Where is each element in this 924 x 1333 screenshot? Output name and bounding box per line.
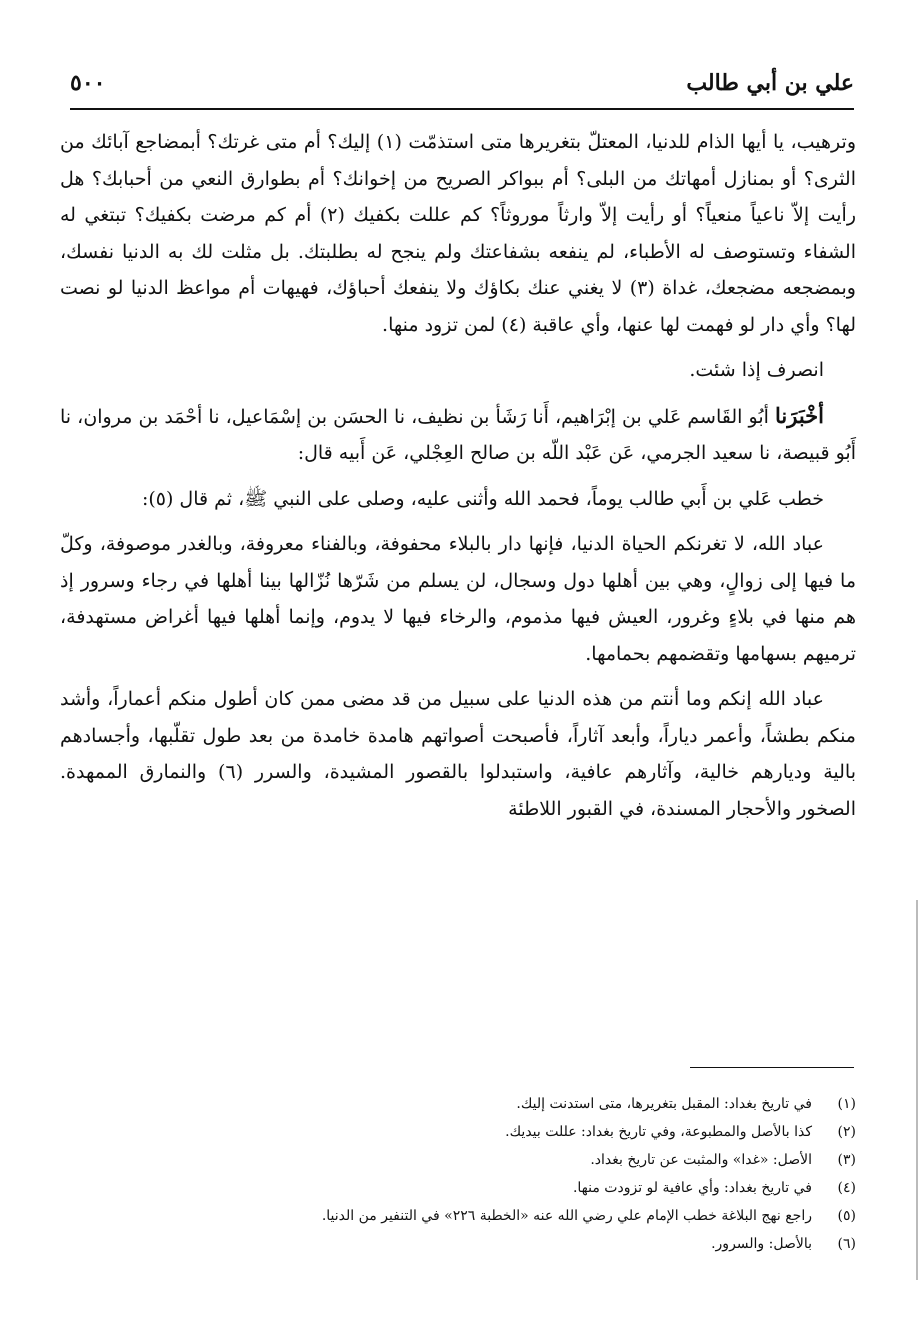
scan-edge-shadow — [916, 900, 918, 1280]
isnad-chain: أبُو القَاسم عَلي بن إبْرَاهيم، أَنا رَشَأ بن نظيف، نا الحسَن بن إسْمَاعيل، نا أحْمَد بن مروان، نا أَبُو قبيصة، نا سعيد الجرمي، عَن عَبْد اللّه بن صالح العِجْلي، عَن أَبيه قال: — [60, 405, 856, 464]
paragraph-isnad — [60, 398, 856, 472]
footnote — [150, 1174, 856, 1202]
running-title: علي بن أبي طالب — [686, 70, 854, 96]
paragraph-sermon-2: عباد الله إنكم وما أنتم من هذه الدنيا على سبيل من قد مضى ممن كان أطول منكم أعماراً، وأشد منكم بطشاً، وأعمر دياراً، وأبعد آثاراً، فأصبحت أصواتهم هامدة خامدة من بعد طول تقلّبها، وأجسادهم بالية وديارهم خالية، وآثارهم عافية، واستبدلوا بالقصور المشيدة، والسرر (٦) والنمارق الممهدة. الصخور والأحجار المسندة، في القبور اللاطئة — [60, 688, 857, 820]
footnote — [150, 1202, 856, 1230]
footnote — [150, 1118, 856, 1146]
footnotes — [150, 1090, 856, 1258]
footnote-number: (١) — [837, 1096, 856, 1112]
paragraph-intro: خطب عَلي بن أَبي طالب يوماً، فحمد الله وأثنى عليه، وصلى على النبي ﷺ، ثم قال (٥): — [141, 487, 824, 510]
footnote-text: كذا بالأصل والمطبوعة، وفي تاريخ بغداد: عللت بيديك. — [505, 1124, 812, 1140]
paragraph-continuation: وترهيب، يا أيها الذام للدنيا، المعتلّ بتغريرها متى استذمّت (١) إليك؟ أم متى غرتك؟ أبمضاجع آبائك من الثرى؟ أو بمنازل أمهاتك من البلى؟ أم ببواكر الصريح من إخوانك؟ أم بطوارق النعي من أحبابك؟ هل رأيت إلاّ ناعياً منعياً؟ أو رأيت إلاّ وارثاً موروثاً؟ كم عللت بكفيك (٢) أم كم مرضت بكفيك؟ تبتغي له الشفاء وتستوصف له الأطباء، لم ينفعه بشفاعتك ولم ينجح له بطلبتك. بل مثلت لك به الدنيا نفسك، وبمضجعه مضجعك، غداة (٣) لا يغني عنك بكاؤك ولا ينفعك أحباؤك، فهيهات أم مواعظ الدنيا لو نصت لها؟ وأي دار لو فهمت لها عنها، وأي عاقبة (٤) لمن تزود منها. — [60, 131, 857, 336]
footnote-number: (٣) — [837, 1152, 856, 1168]
paragraph-sermon-1: عباد الله، لا تغرنكم الحياة الدنيا، فإنها دار بالبلاء محفوفة، وبالفناء معروفة، وبالغدر موصوفة، وكلّ ما فيها إلى زوالٍ، وهي بين أهلها دول وسجال، لن يسلم من شَرّها نُزّالها بينا أهلها في رجاء وسرور إذ هم منها في بلاءٍ وغرور، العيش فيها مذموم، والرخاء فيها لا يدوم، وإنما أهلها فيها أغراض مستهدفة، ترميهم بسهامها وتقضمهم بحمامها. — [60, 533, 856, 665]
page-header — [70, 70, 854, 110]
footnote-text: في تاريخ بغداد: وأي عافية لو تزودت منها. — [572, 1180, 812, 1196]
paragraph-short: انصرف إذا شئت. — [689, 359, 824, 381]
page-number: ٥٠٠ — [70, 70, 106, 96]
footnote-text: في تاريخ بغداد: المقبل بتغريرها، متى استدنت إليك. — [516, 1096, 812, 1112]
footnote — [150, 1090, 856, 1118]
footnote-number: (٢) — [837, 1124, 856, 1140]
footnote-number: (٦) — [837, 1236, 856, 1252]
footnote-divider — [690, 1067, 854, 1068]
footnote-number: (٤) — [837, 1180, 856, 1196]
header-divider — [70, 108, 854, 110]
footnote — [150, 1146, 856, 1174]
footnote-text: راجع نهج البلاغة خطب الإمام علي رضي الله عنه «الخطبة ٢٢٦» في التنفير من الدنيا. — [321, 1208, 812, 1224]
footnote-text: بالأصل: والسرور. — [711, 1236, 812, 1252]
footnote — [150, 1230, 856, 1258]
footnote-number: (٥) — [837, 1208, 856, 1224]
main-text — [60, 124, 856, 836]
footnote-text: الأصل: «غدا» والمثبت عن تاريخ بغداد. — [590, 1152, 812, 1168]
isnad-lead-word: أخْبَرَنا — [775, 402, 824, 428]
